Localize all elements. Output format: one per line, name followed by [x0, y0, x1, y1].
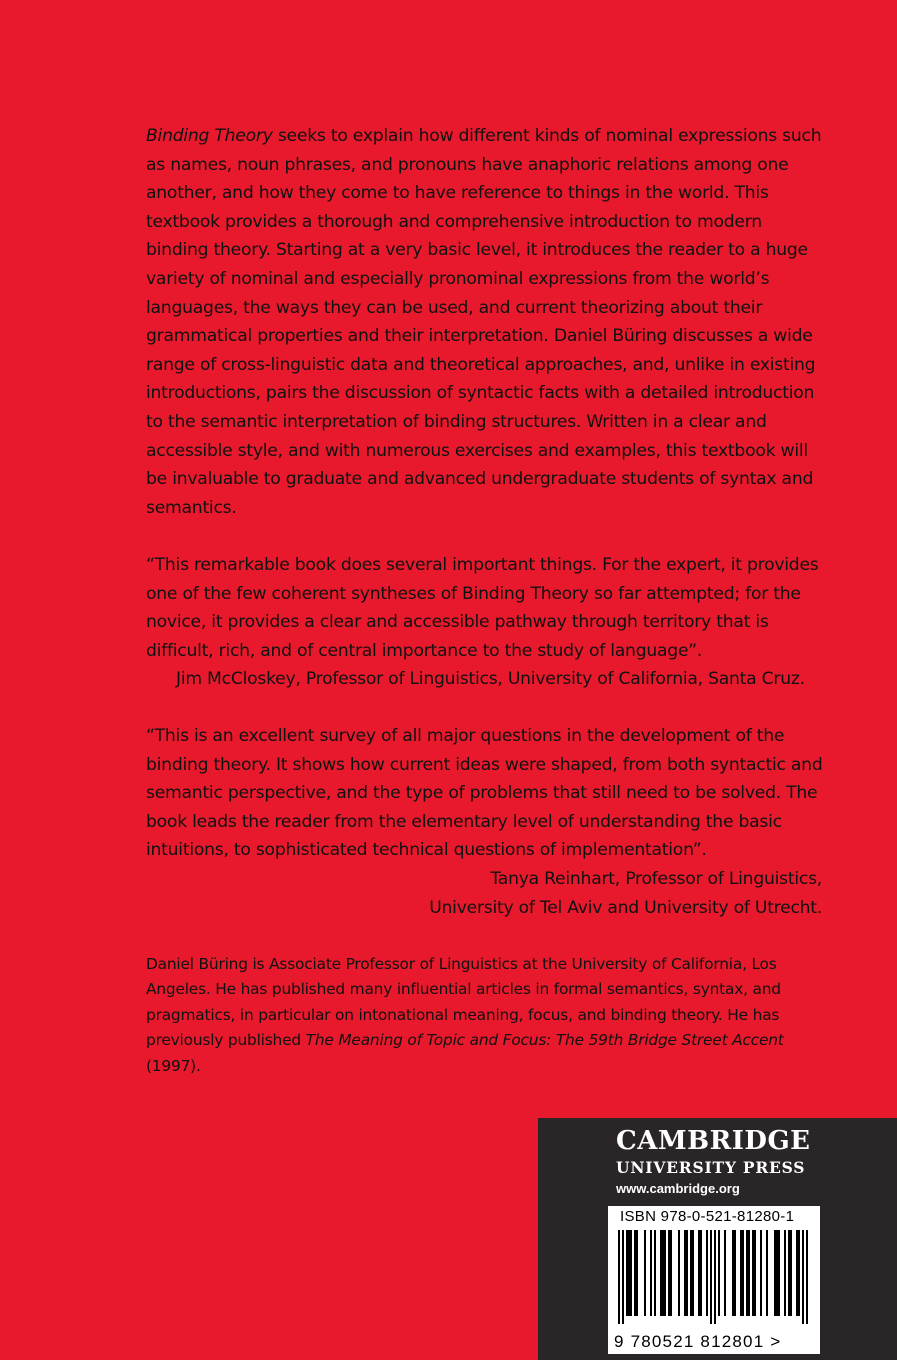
author-bio — [146, 952, 836, 1079]
barcode-bar — [654, 1230, 656, 1316]
barcode-box — [608, 1206, 820, 1354]
barcode-bar — [802, 1230, 804, 1324]
blurb-text: seeks to explain how different kinds of nominal expressions such as names, noun phrases, and pronouns have anaphoric relations among one another, and how they come to have reference to things in the world. This textbook provides a thorough and comprehensive introduction to modern binding theory. Starting at a very basic level, it introduces the reader to a huge variety of nominal and especially pronominal expressions from the world’s languages, the ways they can be used, and current theorizing about their grammatical properties and their interpretation. Daniel Büring discusses a wide range of cross-linguistic data and theoretical approaches, and, unlike in existing introductions, pairs the discussion of syntactic facts with a detailed introduction to the semantic interpretation of binding structures. Written in a clear and accessible style, and with numerous exercises and examples, this textbook will be invaluable to graduate and advanced undergraduate students of syntax and semantics. — [146, 126, 822, 518]
barcode-bar — [778, 1230, 780, 1316]
barcode-bar — [796, 1230, 798, 1316]
barcode-bar — [760, 1230, 762, 1316]
author-bio-text: Daniel Büring is Associate Professor of Linguistics at the University of California, Los Angeles. He has published many influential articles in formal semantics, syntax, and pragmatics, in particular on intonational meaning, focus, and binding theory. He has previously published — [146, 955, 781, 1050]
barcode-bar — [700, 1230, 702, 1316]
publisher-url: www.cambridge.org — [616, 1181, 740, 1196]
publisher-name: CAMBRIDGE — [616, 1126, 811, 1156]
barcode-bar — [784, 1230, 786, 1316]
barcode-bar — [684, 1230, 686, 1316]
barcode-bar — [690, 1230, 692, 1316]
quote-mccloskey — [146, 551, 836, 694]
barcode-bar — [644, 1230, 646, 1316]
blurb-paragraph — [146, 122, 826, 522]
barcode-bar — [798, 1230, 800, 1316]
barcode-bar — [650, 1230, 652, 1316]
barcode-bar — [714, 1230, 716, 1324]
barcode-icon — [618, 1230, 810, 1324]
barcode-bar — [734, 1230, 736, 1316]
barcode-bar — [754, 1230, 756, 1316]
author-previous-book: The Meaning of Topic and Focus: The 59th Bridge Street Accent — [305, 1031, 784, 1050]
barcode-bar — [746, 1230, 748, 1316]
quote-reinhart — [146, 722, 836, 922]
barcode-bar — [634, 1230, 636, 1316]
barcode-digits: 9 780521 812801 > — [614, 1332, 782, 1351]
quote-mccloskey-attribution: Jim McCloskey, Professor of Linguistics, University of California, Santa Cruz. — [176, 669, 805, 690]
quote-reinhart-attribution-line2: University of Tel Aviv and University of Utrecht. — [429, 897, 822, 918]
barcode-bar — [776, 1230, 778, 1316]
barcode-bar — [788, 1230, 790, 1316]
barcode-bar — [630, 1230, 632, 1316]
barcode-bar — [766, 1230, 768, 1316]
barcode-bar — [626, 1230, 628, 1316]
barcode-bar — [698, 1230, 700, 1316]
publisher-subtitle: UNIVERSITY PRESS — [616, 1158, 806, 1177]
barcode-bar — [664, 1230, 666, 1316]
barcode-bar — [636, 1230, 638, 1316]
barcode-bar — [668, 1230, 670, 1316]
barcode-bar — [790, 1230, 792, 1316]
barcode-bar — [724, 1230, 726, 1316]
barcode-bar — [618, 1230, 620, 1324]
barcode-bar — [628, 1230, 630, 1316]
barcode-bar — [678, 1230, 680, 1316]
barcode-bar — [774, 1230, 776, 1316]
barcode-bar — [742, 1230, 744, 1316]
barcode-bar — [732, 1230, 734, 1316]
quote-mccloskey-text: “This remarkable book does several important things. For the expert, it provides one of the few coherent syntheses of Binding Theory so far attempted; for the novice, it provides a clear and accessible pathway through territory that is difficult, rich, and of central importance to the study of language”. — [146, 555, 819, 661]
quote-reinhart-attribution-line1: Tanya Reinhart, Professor of Linguistics, — [490, 868, 822, 889]
barcode-bar — [806, 1230, 808, 1324]
barcode-bar — [718, 1230, 720, 1316]
barcode-bar — [622, 1230, 624, 1324]
barcode-bar — [748, 1230, 750, 1316]
barcode-bar — [692, 1230, 694, 1316]
barcode-bar — [710, 1230, 712, 1324]
barcode-bar — [706, 1230, 708, 1316]
barcode-bar — [686, 1230, 688, 1316]
barcode-bar — [752, 1230, 754, 1316]
quote-reinhart-text: “This is an excellent survey of all major questions in the development of the binding theory. It shows how current ideas were shaped, from both syntactic and semantic perspective, and the type of problems that still need to be solved. The book leads the reader from the elementary level of understanding the basic intuitions, to sophisticated technical questions of implementation”. — [146, 726, 823, 861]
barcode-bar — [662, 1230, 664, 1316]
author-previous-book-year: (1997). — [146, 1056, 201, 1075]
barcode-bar — [670, 1230, 672, 1316]
barcode-bar — [660, 1230, 662, 1316]
barcode-bar — [740, 1230, 742, 1316]
publisher-block — [538, 1118, 897, 1360]
isbn-label: ISBN 978-0-521-81280-1 — [620, 1208, 795, 1225]
blurb-book-title: Binding Theory — [146, 126, 273, 146]
